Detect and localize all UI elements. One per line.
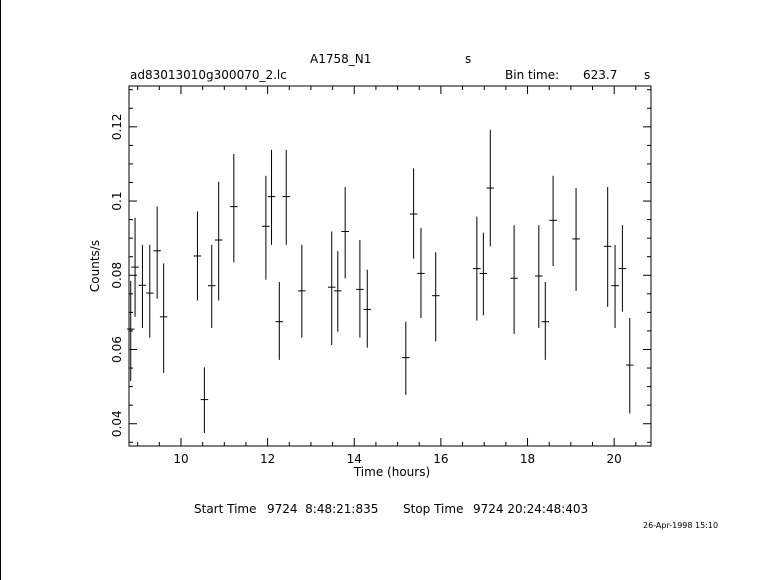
data-point xyxy=(549,176,557,266)
data-point xyxy=(402,322,410,395)
y-tick-label: 0.04 xyxy=(110,410,124,438)
data-point xyxy=(230,154,238,262)
data-point xyxy=(262,176,270,280)
y-tick-label: 0.06 xyxy=(110,336,124,363)
bin-time-label: Bin time: xyxy=(505,68,560,82)
axis-ticks xyxy=(129,86,651,446)
data-point xyxy=(215,182,223,301)
data-point xyxy=(410,168,418,258)
data-point xyxy=(139,245,147,328)
data-point xyxy=(626,318,634,413)
bin-time-unit: s xyxy=(644,68,651,82)
start-time-value: 9724 8:48:21:835 xyxy=(267,502,379,516)
data-point xyxy=(535,225,543,328)
data-point xyxy=(619,225,627,311)
data-point xyxy=(341,187,349,278)
x-axis-label: Time (hours) xyxy=(353,465,431,479)
x-tick-label: 14 xyxy=(346,452,362,466)
plot-frame xyxy=(129,86,651,446)
x-tick-label: 10 xyxy=(173,452,189,466)
data-point xyxy=(487,130,495,247)
y-axis-label: Counts/s xyxy=(88,239,102,293)
data-point xyxy=(611,245,619,328)
data-point xyxy=(153,207,161,299)
stop-time-value: 9724 20:24:48:403 xyxy=(473,502,589,516)
start-time-label: Start Time xyxy=(194,502,257,516)
source-name-unit: s xyxy=(465,52,472,66)
data-points xyxy=(127,130,634,433)
plot-timestamp: 26-Apr-1998 15:10 xyxy=(643,521,719,530)
data-point xyxy=(432,252,440,341)
x-tick-label: 18 xyxy=(519,452,536,466)
stop-time-label: Stop Time xyxy=(403,502,464,516)
y-tick-label: 0.12 xyxy=(110,113,124,141)
data-point xyxy=(146,245,154,338)
data-point xyxy=(328,231,336,345)
data-point xyxy=(480,233,488,316)
x-tick-label: 12 xyxy=(259,452,276,466)
data-point xyxy=(510,225,518,334)
data-point xyxy=(131,218,139,317)
data-point xyxy=(364,270,372,348)
data-point xyxy=(542,282,550,360)
data-point xyxy=(127,281,135,381)
x-tick-label: 20 xyxy=(606,452,622,466)
data-point xyxy=(604,187,612,307)
data-point xyxy=(473,217,481,321)
data-point xyxy=(276,282,284,360)
data-point xyxy=(282,150,290,245)
bin-time-value: 623.7 xyxy=(583,68,618,82)
x-tick-label: 16 xyxy=(433,452,449,466)
data-point xyxy=(160,263,168,372)
data-point xyxy=(298,245,306,338)
data-point xyxy=(268,150,276,245)
y-tick-label: 0.08 xyxy=(110,261,124,289)
data-point xyxy=(356,240,364,338)
data-point xyxy=(201,367,209,433)
data-point xyxy=(194,211,202,300)
y-tick-label: 0.1 xyxy=(110,191,124,211)
data-point xyxy=(208,245,216,328)
file-name: ad83013010g300070_2.lc xyxy=(130,68,287,82)
data-point xyxy=(334,251,342,332)
source-name: A1758_N1 xyxy=(310,52,372,66)
data-point xyxy=(417,228,425,318)
data-point xyxy=(572,188,580,291)
